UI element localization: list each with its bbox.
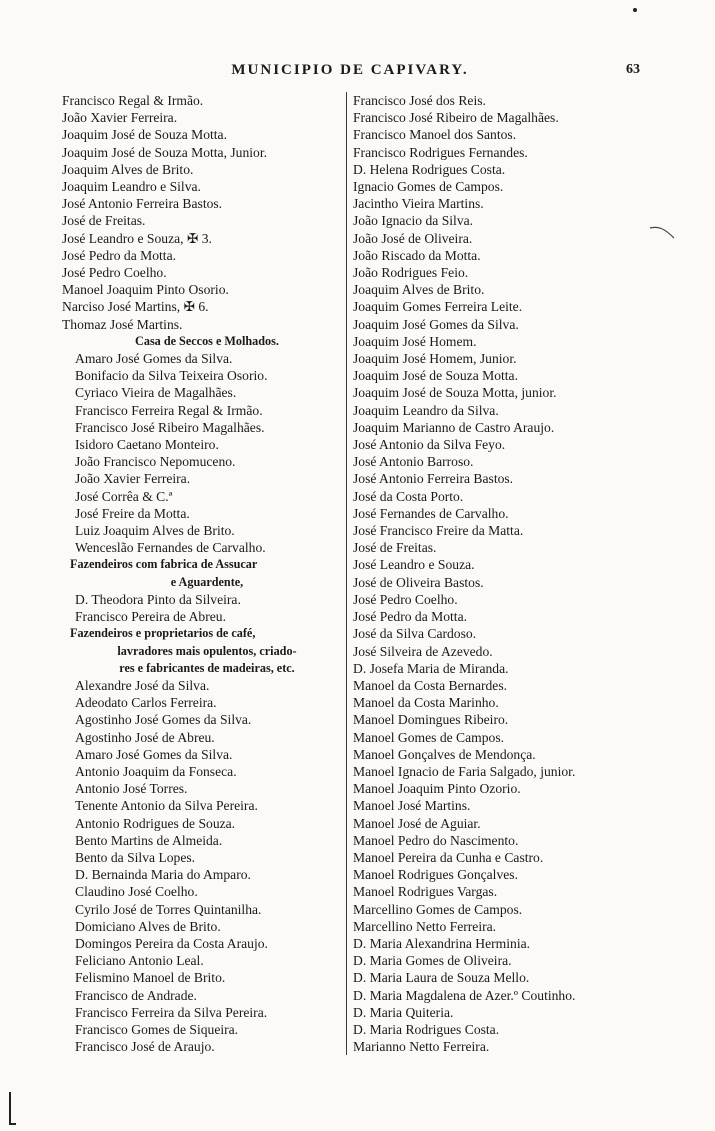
list-item: Ignacio Gomes de Campos. [353,179,504,195]
list-item: José Pedro Coelho. [353,591,458,607]
list-item: José de Freitas. [353,540,437,556]
list-item: Manoel da Costa Bernardes. [353,677,508,693]
list-item: Antonio Rodrigues de Souza. [75,815,236,831]
list-item: Manoel Gonçalves de Mendonça. [353,746,536,762]
section-heading: Casa de Seccos e Molhados. [135,333,279,348]
list-item: José da Silva Cardoso. [353,626,477,642]
list-item: Narciso José Martins, ✠ 6. [62,299,209,315]
list-item: Joaquim Gomes Ferreira Leite. [353,299,523,315]
list-item: Bento Martins de Almeida. [75,832,223,848]
list-item: José Antonio Ferreira Bastos. [353,471,514,487]
list-item: Francisco Gomes de Siqueira. [75,1021,239,1037]
margin-stroke-mark [648,222,676,242]
list-item: Francisco de Andrade. [75,987,197,1003]
list-item: João Xavier Ferreira. [75,471,191,487]
list-item: José Antonio da Silva Feyo. [353,437,506,453]
list-item: Manoel da Costa Marinho. [353,695,499,711]
section-heading: e Aguardente, [170,574,244,589]
list-item: Bonifacio da Silva Teixeira Osorio. [75,368,268,384]
section-heading: res e fabricantes de madeiras, etc. [119,660,295,675]
section-heading: lavradores mais opulentos, criado- [117,643,297,658]
list-item: Antonio Joaquim da Fonseca. [75,763,237,779]
list-item: D. Maria Laura de Souza Mello. [353,970,530,986]
list-item: Manoel Rodrigues Gonçalves. [353,867,518,883]
list-item: Cyrilo José de Torres Quintanilha. [75,901,262,917]
list-item: Joaquim Leandro da Silva. [353,402,499,418]
list-item: Cyriaco Vieira de Magalhães. [75,385,237,401]
list-item: José Francisco Freire da Matta. [353,523,524,539]
list-item: D. Maria Alexandrina Herminia. [353,935,531,951]
list-item: Bento da Silva Lopes. [75,849,196,865]
list-item: Joaquim José Homem. [353,333,477,349]
list-item: Manoel Pedro do Nascimento. [353,832,519,848]
page-number: 63 [626,62,640,77]
list-item: Marianno Netto Ferreira. [353,1039,490,1055]
list-item: José de Oliveira Bastos. [353,574,484,590]
list-item: Joaquim Alves de Brito. [62,161,194,177]
list-item: Jacintho Vieira Martins. [353,196,484,212]
list-item: Francisco Ferreira Regal & Irmão. [75,402,263,418]
list-item: Isidoro Caetano Monteiro. [75,437,219,453]
list-item: Manoel Domingues Ribeiro. [353,712,509,728]
list-item: Manoel Pereira da Cunha e Castro. [353,849,544,865]
list-item: João Ignacio da Silva. [353,213,474,229]
list-item: Amaro José Gomes da Silva. [75,746,233,762]
list-item: Joaquim José Homem, Junior. [353,351,517,367]
binding-edge-mark [4,1090,18,1126]
list-item: José da Costa Porto. [353,488,464,504]
list-item: Domingos Pereira da Costa Araujo. [75,935,268,951]
list-item: Manoel Joaquim Pinto Osorio. [62,282,229,298]
list-item: Francisco José de Araujo. [75,1039,215,1055]
list-item: Feliciano Antonio Leal. [75,953,204,969]
list-item: Francisco José dos Reis. [353,93,486,108]
right-column [346,92,653,1055]
list-item: Francisco Pereira de Abreu. [75,609,226,625]
list-item: D. Maria Quiteria. [353,1004,454,1020]
list-item: Marcellino Gomes de Campos. [353,901,523,917]
list-item: Joaquim José de Souza Motta, Junior. [62,144,268,160]
list-item: Thomaz José Martins. [62,316,183,332]
list-item: José Pedro da Motta. [62,247,177,263]
list-item: Manoel Rodrigues Vargas. [353,884,498,900]
list-item: José Leandro e Souza, ✠ 3. [62,230,212,246]
list-item: Francisco Ferreira da Silva Pereira. [75,1004,268,1020]
list-item: D. Maria Magdalena de Azer.º Coutinho. [353,987,576,1003]
list-item: Francisco José Ribeiro de Magalhães. [353,110,559,126]
list-item: Tenente Antonio da Silva Pereira. [75,798,258,814]
list-item: Agostinho José Gomes da Silva. [75,712,252,728]
list-item: Joaquim José de Souza Motta. [62,127,227,143]
page-title: MUNICIPIO DE CAPIVARY. [231,62,469,78]
list-item: João Francisco Nepomuceno. [75,454,236,470]
list-item: Luiz Joaquim Alves de Brito. [75,523,235,539]
list-item: Joaquim José de Souza Motta, junior. [353,385,557,401]
list-item: José Antonio Ferreira Bastos. [62,196,223,212]
list-item: João Riscado da Motta. [353,247,481,263]
list-item: Joaquim Leandro e Silva. [62,179,201,195]
section-heading: Fazendeiros e proprietarios de café, [70,626,256,641]
list-item: Manoel Gomes de Campos. [353,729,505,745]
list-item: João Rodrigues Feio. [353,265,469,281]
list-item: José de Freitas. [62,213,146,229]
list-item: D. Maria Rodrigues Costa. [353,1021,500,1037]
list-item: José Antonio Barroso. [353,454,474,470]
list-item: Amaro José Gomes da Silva. [75,351,233,367]
list-item: Domiciano Alves de Brito. [75,918,221,934]
list-item: José Fernandes de Carvalho. [353,505,509,521]
list-item: José Freire da Motta. [75,505,190,521]
corner-ink-mark [633,8,637,12]
list-item: D. Helena Rodrigues Costa. [353,161,506,177]
list-item: Marcellino Netto Ferreira. [353,918,497,934]
list-item: Alexandre José da Silva. [75,677,210,693]
list-item: Joaquim Alves de Brito. [353,282,485,298]
list-item: João Xavier Ferreira. [62,110,178,126]
list-item: D. Theodora Pinto da Silveira. [75,591,241,607]
list-item: Manoel Ignacio de Faria Salgado, junior. [353,763,576,779]
list-item: Agostinho José de Abreu. [75,729,215,745]
list-item: José Corrêa & C.ª [75,488,173,504]
list-item: Francisco Regal & Irmão. [62,93,204,108]
list-item: Manoel José de Aguiar. [353,815,481,831]
list-item: Francisco José Ribeiro Magalhães. [75,419,265,435]
list-item: José Silveira de Azevedo. [353,643,493,659]
left-column [62,92,344,1055]
list-item: João José de Oliveira. [353,230,473,246]
list-item: Joaquim José Gomes da Silva. [353,316,519,332]
list-item: Manoel Joaquim Pinto Ozorio. [353,781,521,797]
list-item: D. Bernainda Maria do Amparo. [75,867,251,883]
list-item: Joaquim José de Souza Motta. [353,368,518,384]
list-item: Francisco Manoel dos Santos. [353,127,517,143]
list-item: Claudino José Coelho. [75,884,198,900]
list-item: Adeodato Carlos Ferreira. [75,695,217,711]
list-item: José Leandro e Souza. [353,557,475,573]
list-item: Felismino Manoel de Brito. [75,970,226,986]
list-item: José Pedro da Motta. [353,609,468,625]
list-item: José Pedro Coelho. [62,265,167,281]
list-item: Joaquim Marianno de Castro Araujo. [353,419,555,435]
page-header [60,62,640,84]
list-item: D. Josefa Maria de Miranda. [353,660,509,676]
list-item: Manoel José Martins. [353,798,471,814]
list-item: Antonio José Torres. [75,781,188,797]
list-item: Wenceslão Fernandes de Carvalho. [75,540,266,556]
section-heading: Fazendeiros com fabrica de Assucar [70,557,258,572]
list-item: Francisco Rodrigues Fernandes. [353,144,528,160]
list-item: D. Maria Gomes de Oliveira. [353,953,512,969]
